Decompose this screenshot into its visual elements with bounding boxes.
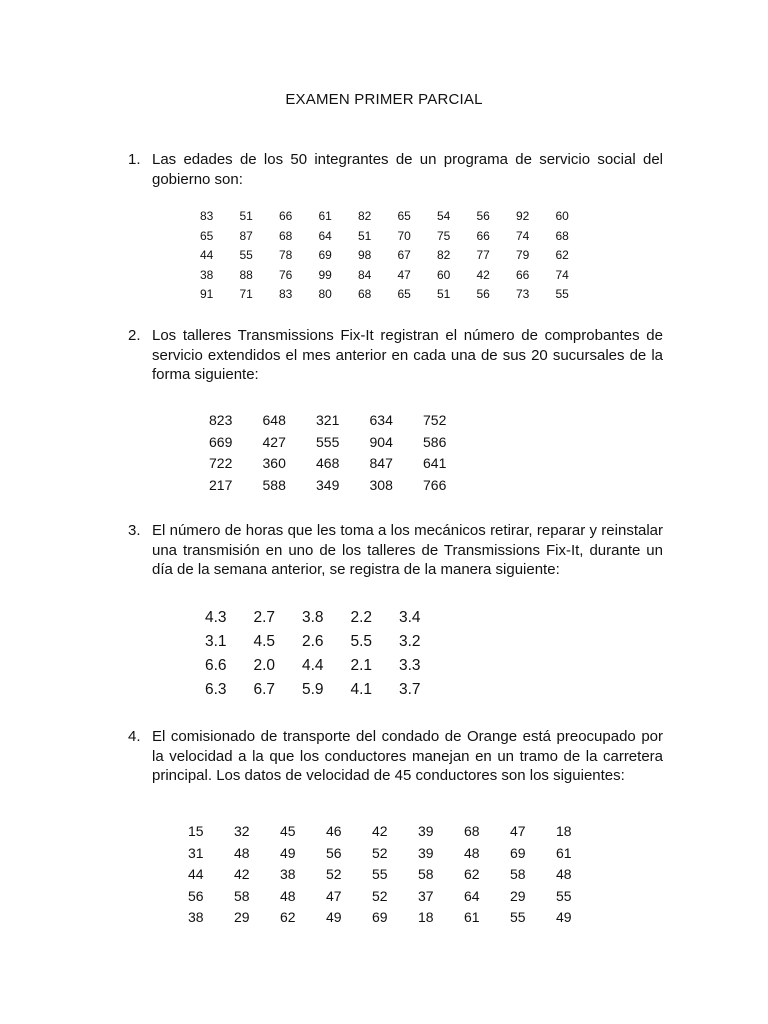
table-cell: 3.3	[399, 657, 421, 674]
table-cell: 18	[556, 823, 572, 839]
table-cell: 55	[372, 866, 388, 882]
table-cell: 4.3	[205, 609, 227, 626]
table-cell: 69	[510, 844, 526, 861]
table-cell: 68	[279, 228, 293, 243]
table-row	[205, 654, 448, 678]
table-cell: 47	[326, 887, 342, 904]
data-table-3	[205, 606, 448, 702]
table-cell: 349	[316, 476, 340, 493]
table-cell: 61	[464, 909, 480, 925]
table-cell: 69	[318, 248, 332, 262]
table-cell: 217	[209, 476, 233, 493]
data-table-2	[209, 410, 477, 496]
table-cell: 74	[555, 267, 569, 282]
table-cell: 45	[280, 823, 296, 839]
table-cell: 904	[369, 433, 393, 450]
table-row	[209, 432, 477, 454]
table-cell: 44	[188, 866, 204, 882]
table-cell: 42	[372, 823, 388, 839]
table-cell: 64	[318, 228, 332, 243]
table-cell: 2.7	[253, 609, 276, 626]
table-cell: 3.2	[399, 633, 421, 650]
table-cell: 68	[464, 823, 480, 839]
table-cell: 54	[437, 209, 451, 223]
table-cell: 55	[239, 248, 253, 262]
table-cell: 39	[418, 823, 434, 839]
question-3	[128, 521, 663, 580]
table-row	[209, 475, 477, 497]
table-cell: 49	[326, 909, 342, 925]
table-cell: 49	[556, 909, 572, 925]
table-cell: 6.6	[205, 657, 227, 674]
table-row	[200, 285, 595, 305]
table-cell: 52	[372, 844, 388, 861]
table-cell: 55	[555, 287, 569, 301]
table-cell: 55	[556, 887, 572, 904]
table-row	[200, 266, 595, 286]
table-cell: 634	[369, 412, 393, 428]
table-cell: 92	[516, 209, 530, 223]
table-row	[200, 246, 595, 266]
table-row	[209, 453, 477, 475]
table-cell: 4.1	[350, 681, 373, 698]
table-cell: 823	[209, 412, 233, 428]
table-cell: 2.6	[302, 633, 324, 650]
table-cell: 70	[397, 228, 411, 243]
table-cell: 65	[397, 287, 411, 301]
table-cell: 69	[372, 909, 388, 925]
table-cell: 766	[423, 476, 447, 493]
table-cell: 4.5	[253, 633, 276, 650]
question-text: El comisionado de transporte del condado de Orange está preocupado por la velocidad a la que los conductores manejan en un tramo de la carretera principal. Los datos de velocidad de 45 conductores son los siguientes:	[152, 728, 663, 784]
table-cell: 87	[239, 228, 253, 243]
table-cell: 31	[188, 844, 204, 861]
table-cell: 68	[555, 228, 569, 243]
table-row	[200, 227, 595, 247]
table-cell: 49	[280, 844, 296, 861]
table-cell: 65	[397, 209, 411, 223]
table-row	[205, 678, 448, 702]
table-row	[188, 886, 602, 908]
table-cell: 51	[437, 287, 451, 301]
question-text: Las edades de los 50 integrantes de un programa de servicio social del gobierno son:	[152, 151, 663, 188]
table-cell: 48	[280, 887, 296, 904]
table-cell: 99	[318, 267, 332, 282]
table-cell: 66	[516, 267, 530, 282]
table-cell: 91	[200, 287, 214, 301]
table-cell: 56	[476, 209, 490, 223]
table-cell: 42	[476, 267, 490, 282]
table-cell: 722	[209, 455, 233, 471]
table-cell: 60	[555, 209, 569, 223]
table-cell: 15	[188, 823, 204, 839]
table-row	[188, 821, 602, 843]
table-cell: 42	[234, 866, 250, 882]
table-cell: 51	[358, 228, 372, 243]
table-row	[200, 207, 595, 227]
table-cell: 468	[316, 455, 340, 471]
table-cell: 56	[476, 287, 490, 301]
table-cell: 32	[234, 823, 250, 839]
table-cell: 37	[418, 887, 434, 904]
table-cell: 78	[279, 248, 293, 262]
table-cell: 39	[418, 844, 434, 861]
table-cell: 847	[369, 455, 393, 471]
question-number: 3.	[128, 522, 141, 539]
table-cell: 66	[476, 228, 490, 243]
table-cell: 427	[262, 433, 286, 450]
table-cell: 66	[279, 209, 293, 223]
table-cell: 62	[464, 866, 480, 882]
table-cell: 65	[200, 228, 214, 243]
table-cell: 38	[280, 866, 296, 882]
table-cell: 3.4	[399, 609, 421, 626]
table-cell: 3.8	[302, 609, 324, 626]
table-cell: 308	[369, 476, 393, 493]
table-cell: 2.2	[350, 609, 373, 626]
table-cell: 98	[358, 248, 372, 262]
table-cell: 88	[239, 267, 253, 282]
table-cell: 38	[188, 909, 204, 925]
table-cell: 56	[326, 844, 342, 861]
table-cell: 48	[234, 844, 250, 861]
table-cell: 5.5	[350, 633, 373, 650]
table-cell: 84	[358, 267, 372, 282]
table-row	[188, 843, 602, 865]
table-cell: 61	[318, 209, 332, 223]
table-cell: 3.7	[399, 681, 421, 698]
table-cell: 79	[516, 248, 530, 262]
table-row	[205, 630, 448, 654]
question-number: 1.	[128, 151, 141, 168]
question-1	[128, 150, 663, 189]
table-cell: 2.1	[350, 657, 373, 674]
table-cell: 56	[188, 887, 204, 904]
table-cell: 648	[262, 412, 286, 428]
page-title: EXAMEN PRIMER PARCIAL	[285, 91, 483, 108]
question-2	[128, 326, 663, 385]
table-cell: 75	[437, 228, 451, 243]
table-cell: 76	[279, 267, 293, 282]
table-cell: 48	[556, 866, 572, 882]
table-cell: 752	[423, 412, 447, 428]
table-cell: 58	[510, 866, 526, 882]
table-cell: 38	[200, 267, 214, 282]
table-cell: 3.1	[205, 633, 227, 650]
table-cell: 83	[279, 287, 293, 301]
table-cell: 74	[516, 228, 530, 243]
table-cell: 46	[326, 823, 342, 839]
table-row	[205, 606, 448, 630]
table-cell: 6.7	[253, 681, 276, 698]
table-cell: 58	[234, 887, 250, 904]
table-cell: 82	[437, 248, 451, 262]
question-text: Los talleres Transmissions Fix-It registran el número de comprobantes de servicio extendidos el mes anterior en cada una de sus 20 sucursales de la forma siguiente:	[152, 327, 663, 383]
table-cell: 641	[423, 455, 447, 471]
question-4	[128, 727, 663, 786]
data-table-1	[200, 207, 595, 305]
table-cell: 2.0	[253, 657, 276, 674]
table-cell: 71	[239, 287, 253, 301]
table-cell: 47	[397, 267, 411, 282]
table-cell: 48	[464, 844, 480, 861]
table-cell: 555	[316, 433, 340, 450]
table-cell: 47	[510, 823, 526, 839]
question-number: 4.	[128, 728, 141, 745]
table-cell: 18	[418, 909, 434, 925]
table-row	[209, 410, 477, 432]
table-cell: 52	[372, 887, 388, 904]
table-cell: 6.3	[205, 681, 227, 698]
table-cell: 51	[239, 209, 253, 223]
table-cell: 82	[358, 209, 372, 223]
table-cell: 67	[397, 248, 411, 262]
table-cell: 360	[262, 455, 286, 471]
table-cell: 588	[262, 476, 286, 493]
table-cell: 4.4	[302, 657, 324, 674]
table-row	[188, 864, 602, 886]
question-text: El número de horas que les toma a los mecánicos retirar, reparar y reinstalar una transmisión en uno de los talleres de Transmissions Fix-It, durante un día de la semana anterior, se registra de la manera siguiente:	[152, 522, 663, 578]
table-cell: 83	[200, 209, 214, 223]
table-cell: 321	[316, 412, 340, 428]
table-cell: 669	[209, 433, 233, 450]
table-cell: 586	[423, 433, 447, 450]
table-cell: 60	[437, 267, 451, 282]
table-cell: 64	[464, 887, 480, 904]
table-cell: 55	[510, 909, 526, 925]
table-cell: 5.9	[302, 681, 324, 698]
table-cell: 62	[280, 909, 296, 925]
table-cell: 29	[510, 887, 526, 904]
table-cell: 68	[358, 287, 372, 301]
table-cell: 73	[516, 287, 530, 301]
table-cell: 62	[555, 248, 569, 262]
table-cell: 80	[318, 287, 332, 301]
table-cell: 58	[418, 866, 434, 882]
table-cell: 29	[234, 909, 250, 925]
table-cell: 61	[556, 844, 572, 861]
data-table-4	[188, 821, 602, 929]
table-cell: 52	[326, 866, 342, 882]
table-cell: 44	[200, 248, 214, 262]
question-number: 2.	[128, 327, 141, 344]
table-cell: 77	[476, 248, 490, 262]
table-row	[188, 907, 602, 929]
